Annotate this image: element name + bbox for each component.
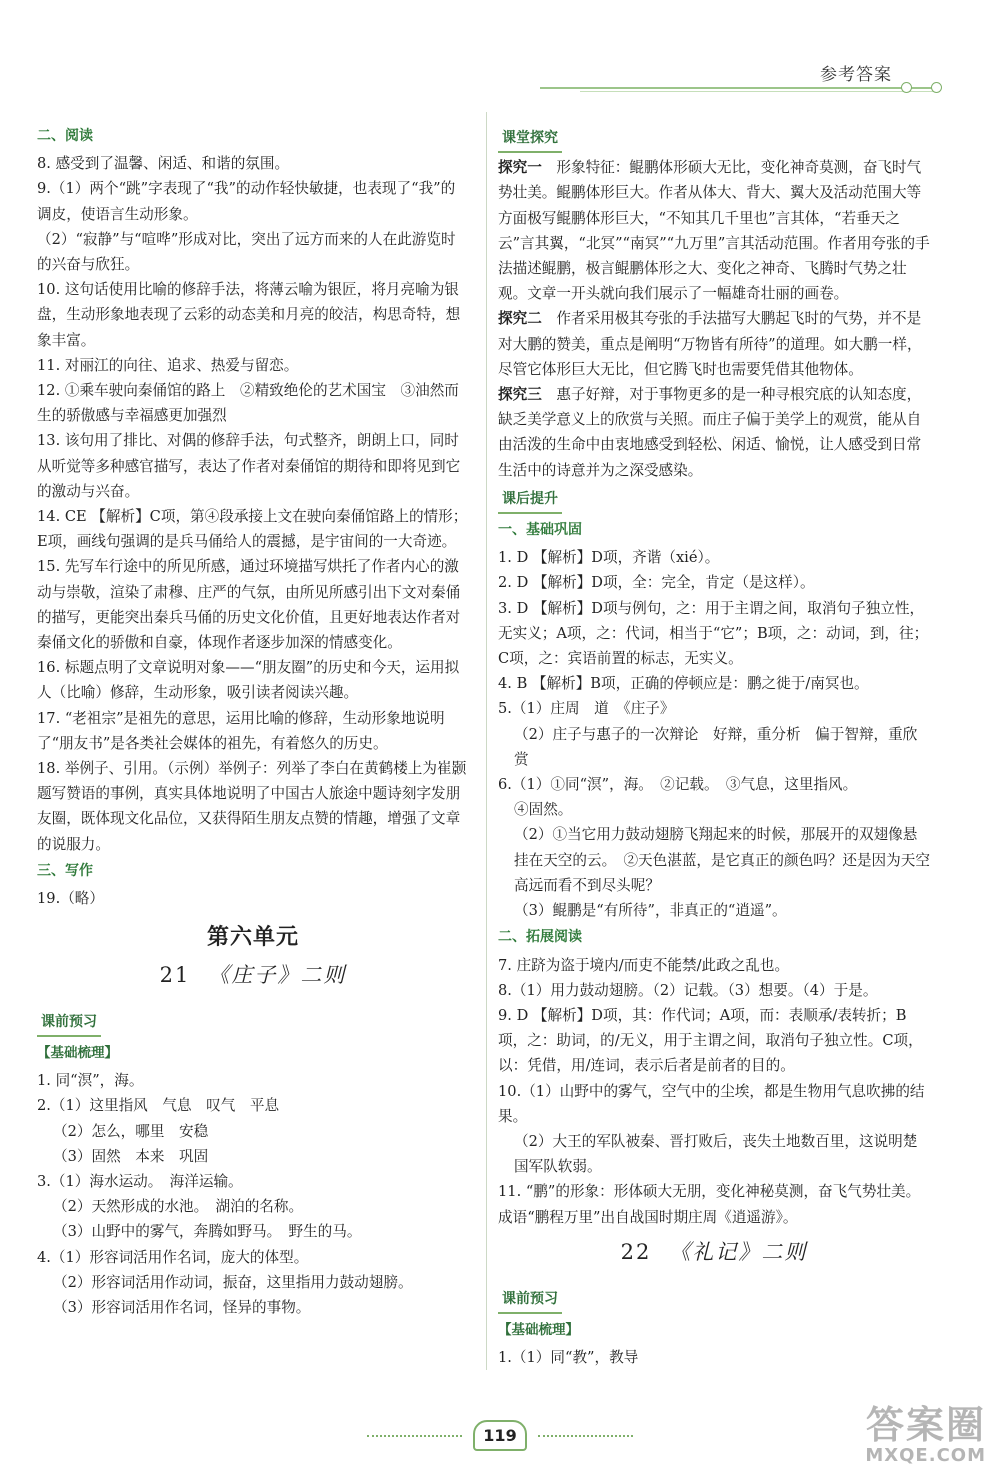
answer-item: （2）庄子与惠子的一次辩论 好辩，重分析 偏于智辩，重欣赏 (514, 725, 918, 768)
answer-item: 11. 对丽江的向往、追求、热爱与留恋。 (37, 356, 299, 374)
answer-item: （3）鲲鹏是“有所待”，非真正的“逍遥”。 (514, 902, 787, 920)
header-rule (540, 87, 940, 89)
answer-item: （2）形容词活用作动词，振奋，这里指用力鼓动翅膀。 (53, 1273, 413, 1291)
page-number: 119 (473, 1420, 526, 1451)
answer-item: （2）①当它用力鼓动翅膀飞翔起来的时候，那展开的双翅像悬挂在天空的云。 ②天色湛蓝，是它真正的颜色吗？还是因为天空高远而看不到尽头呢？ (514, 826, 930, 894)
bracket-basic: 【基础梳理】 (37, 1044, 118, 1061)
answer-item: 5.（1）庄周 道 《庄子》 (498, 700, 675, 718)
extended-answers (498, 953, 930, 1230)
answer-item: 11. “鹏”的形象：形体硕大无朋，变化神秘莫测，奋飞气势壮美。成语“鹏程万里”出自战国时期庄周《逍遥游》。 (498, 1183, 921, 1226)
explore-tag: 探究一 (498, 159, 557, 177)
explore-text: 惠子好辩，对于事物更多的是一种寻根究底的认知态度，缺乏美学意义上的欣赏与关照。而庄子偏于美学上的观赏，能从自由活泼的生命中由衷地感受到轻松、闲适、愉悦，让人感受到日常生活中的诗意并为之深受感染。 (498, 386, 922, 479)
answer-item: 13. 该句用了排比、对偶的修辞手法，句式整齐，朗朗上口，同时从听觉等多种感官描写，表达了作者对秦俑馆的期待和即将见到它的激动与兴奋。 (37, 432, 461, 500)
watermark-text: 答案圈 (865, 1403, 986, 1447)
answer-item: 10. 这句话使用比喻的修辞手法，将薄云喻为银匠，将月亮喻为银盘，生动形象地表现了云彩的动态美和月亮的皎洁，构思奇特，想象丰富。 (37, 281, 461, 349)
answer-item: 6.（1）①同“溟”，海。 ②记载。 ③气息，这里指风。 (498, 776, 858, 794)
header-ornament-icon (901, 82, 912, 93)
answer-item: 8. 感受到了温馨、闲适、和谐的氛围。 (37, 155, 290, 173)
answer-item: （3）固然 本来 巩固 (53, 1147, 209, 1165)
answer-item: 10.（1）山野中的雾气，空气中的尘埃，都是生物用气息吹拂的结果。 (498, 1082, 925, 1125)
answer-item: 17. “老祖宗”是祖先的意思，运用比喻的修辞，生动形象地说明了“朋友书”是各类社会媒体的祖先，有着悠久的历史。 (37, 709, 445, 752)
answer-item: 1. 同“溟”，海。 (37, 1072, 144, 1090)
box-after-class: 课后提升 (498, 487, 562, 514)
answer-item: 12. ①乘车驶向秦俑馆的路上 ②精致绝伦的艺术国宝 ③油然而生的骄傲感与幸福感更加强烈 (37, 382, 459, 425)
answer-item: 1. D 【解析】D项，齐谐（xié）。 (498, 549, 720, 567)
answer-item: 2.（1）这里指风 气息 叹气 平息 (37, 1097, 280, 1115)
answer-item: 16. 标题点明了文章说明对象——“朋友圈”的历史和今天，运用拟人（比喻）修辞，生动形象，吸引读者阅读兴趣。 (37, 659, 460, 702)
explore-answers (498, 155, 930, 483)
basic-answers (498, 545, 930, 923)
answer-item: 15. 先写车行途中的所见所感，通过环境描写烘托了作者内心的激动与崇敬，渲染了肃穆、庄严的气氛，由所见所感引出下文对秦俑的描写，更能突出秦兵马俑的历史文化价值，且更好地表达作者对秦俑文化的骄傲和自豪，体现作者逐步加深的情感变化。 (37, 558, 461, 652)
answer-item: （2）大王的军队被秦、晋打败后，丧失土地数百里，这说明楚国军队软弱。 (514, 1132, 918, 1176)
box-preview: 课前预习 (37, 1010, 101, 1037)
explore-item (498, 155, 930, 306)
answer-item: 8.（1）用力鼓动翅膀。（2）记载。（3）想要。（4）于是。 (498, 981, 878, 999)
answer-item: （2）天然形成的水池。 湖泊的名称。 (53, 1198, 304, 1216)
section-reading: 二、阅读 (37, 128, 93, 144)
explore-text: 作者采用极其夸张的手法描写大鹏起飞时的气势，并不是对大鹏的赞美，重点是阐明“万物皆有所待”的道理。如大鹏一样，尽管它体形巨大无比，但它腾飞时也需要凭借其他物体。 (498, 310, 922, 378)
answer-item: （2）怎么，哪里 安稳 (53, 1122, 209, 1140)
answer-item: 4. B 【解析】B项，正确的停顿应是：鹏之徙于/南冥也。 (498, 675, 869, 693)
lesson-name: 《庄子》二则 (208, 962, 347, 987)
answer-item: ④固然。 (514, 801, 573, 819)
answer-item: 9. D 【解析】D项，其：作代词；A项，而：表顺承/表转折；B项，之：助词，的/无义，用于主谓之间，取消句子独立性。C项，以：凭借，用/连词，表示后者是前者的目的。 (498, 1006, 923, 1075)
footer-dots (538, 1435, 633, 1437)
lesson-number: 22 (620, 1239, 652, 1264)
watermark-logo (786, 1404, 986, 1472)
box-class-explore: 课堂探究 (498, 126, 562, 153)
answer-item: （2）“寂静”与“喧哗”形成对比，突出了远方而来的人在此游览时的兴奋与欣狂。 (37, 230, 456, 274)
answer-item: 4.（1）形容词活用作名词，庞大的体型。 (37, 1248, 309, 1266)
answer-19: 19.（略） (37, 890, 104, 908)
answer-item: 7. 庄跻为盗于境内/而吏不能禁/此政之乱也。 (498, 956, 790, 974)
left-column (37, 122, 469, 1320)
explore-tag: 探究二 (498, 310, 557, 328)
answer-item: （3）形容词活用作名词，怪异的事物。 (53, 1298, 311, 1316)
preview-answers (37, 1068, 469, 1320)
right-column (498, 122, 930, 1371)
lesson-number: 21 (159, 962, 191, 987)
watermark-url: MXQE.COM (865, 1445, 986, 1466)
answer-last: 1.（1）同“教”，教导 (498, 1349, 639, 1367)
footer-dots (367, 1435, 462, 1437)
section-basic: 一、基础巩固 (498, 522, 582, 539)
box-preview: 课前预习 (498, 1287, 562, 1314)
explore-text: 形象特征：鲲鹏体形硕大无比，变化神奇莫测，奋飞时气势壮美。鲲鹏体形巨大。作者从体大、背大、翼大及活动范围大等方面极写鲲鹏体形巨大，“不知其几千里也”言其体，“若垂天之云”言其翼，“北冥”“南冥”“九万里”言其活动范围。作者用夸张的手法描述鲲鹏，极言鲲鹏体形之大、变化之神奇、飞腾时气势之壮观。文章一开头就向我们展示了一幅雄奇壮丽的画卷。 (498, 159, 930, 303)
explore-item (498, 306, 930, 382)
column-divider (486, 112, 487, 1370)
lesson-name: 《礼记》二则 (669, 1239, 808, 1264)
bracket-basic: 【基础梳理】 (498, 1322, 579, 1339)
section-writing: 三、写作 (37, 862, 93, 879)
answer-item: （3）山野中的雾气，奔腾如野马。 野生的马。 (53, 1223, 362, 1241)
answer-item: 9.（1）两个“跳”字表现了“我”的动作轻快敏捷，也表现了“我”的调皮，使语言生动形象。 (37, 180, 456, 223)
header-ornament-icon (931, 82, 942, 93)
answer-item: 14. CE 【解析】C项，第④段承接上文在驶向秦俑馆路上的情形；E项，画线句强调的是兵马俑给人的震撼，是宇宙间的一大奇迹。 (37, 508, 468, 551)
answer-item: 18. 举例子、引用。（示例）举例子：列举了李白在黄鹤楼上为崔颢题写赞语的事例，真实具体地说明了中国古人旅途中题诗刻字发朋友圈，既体现文化品位，又获得陌生朋友点赞的情趣，增强了文章的说服力。 (37, 760, 467, 853)
lesson-title-21 (37, 963, 469, 988)
explore-tag: 探究三 (498, 386, 557, 404)
explore-item (498, 382, 930, 483)
answer-item: 3.（1）海水运动。 海洋运输。 (37, 1172, 243, 1190)
answer-item: 2. D 【解析】D项，全：完全，肯定（是这样）。 (498, 574, 815, 592)
header-rule-thin (580, 91, 940, 92)
reading-answers (37, 151, 469, 857)
page-header (540, 54, 970, 94)
header-title: 参考答案 (820, 65, 892, 85)
unit-title: 第六单元 (206, 925, 299, 951)
answer-item: 3. D 【解析】D项与例句，之：用于主谓之间，取消句子独立性，无实义；A项，之：代词，相当于“它”；B项，之：动词，到，往；C项，之：宾语前置的标志，无实义。 (498, 599, 929, 668)
section-extended: 二、拓展阅读 (498, 929, 582, 946)
lesson-title-22 (498, 1240, 930, 1265)
